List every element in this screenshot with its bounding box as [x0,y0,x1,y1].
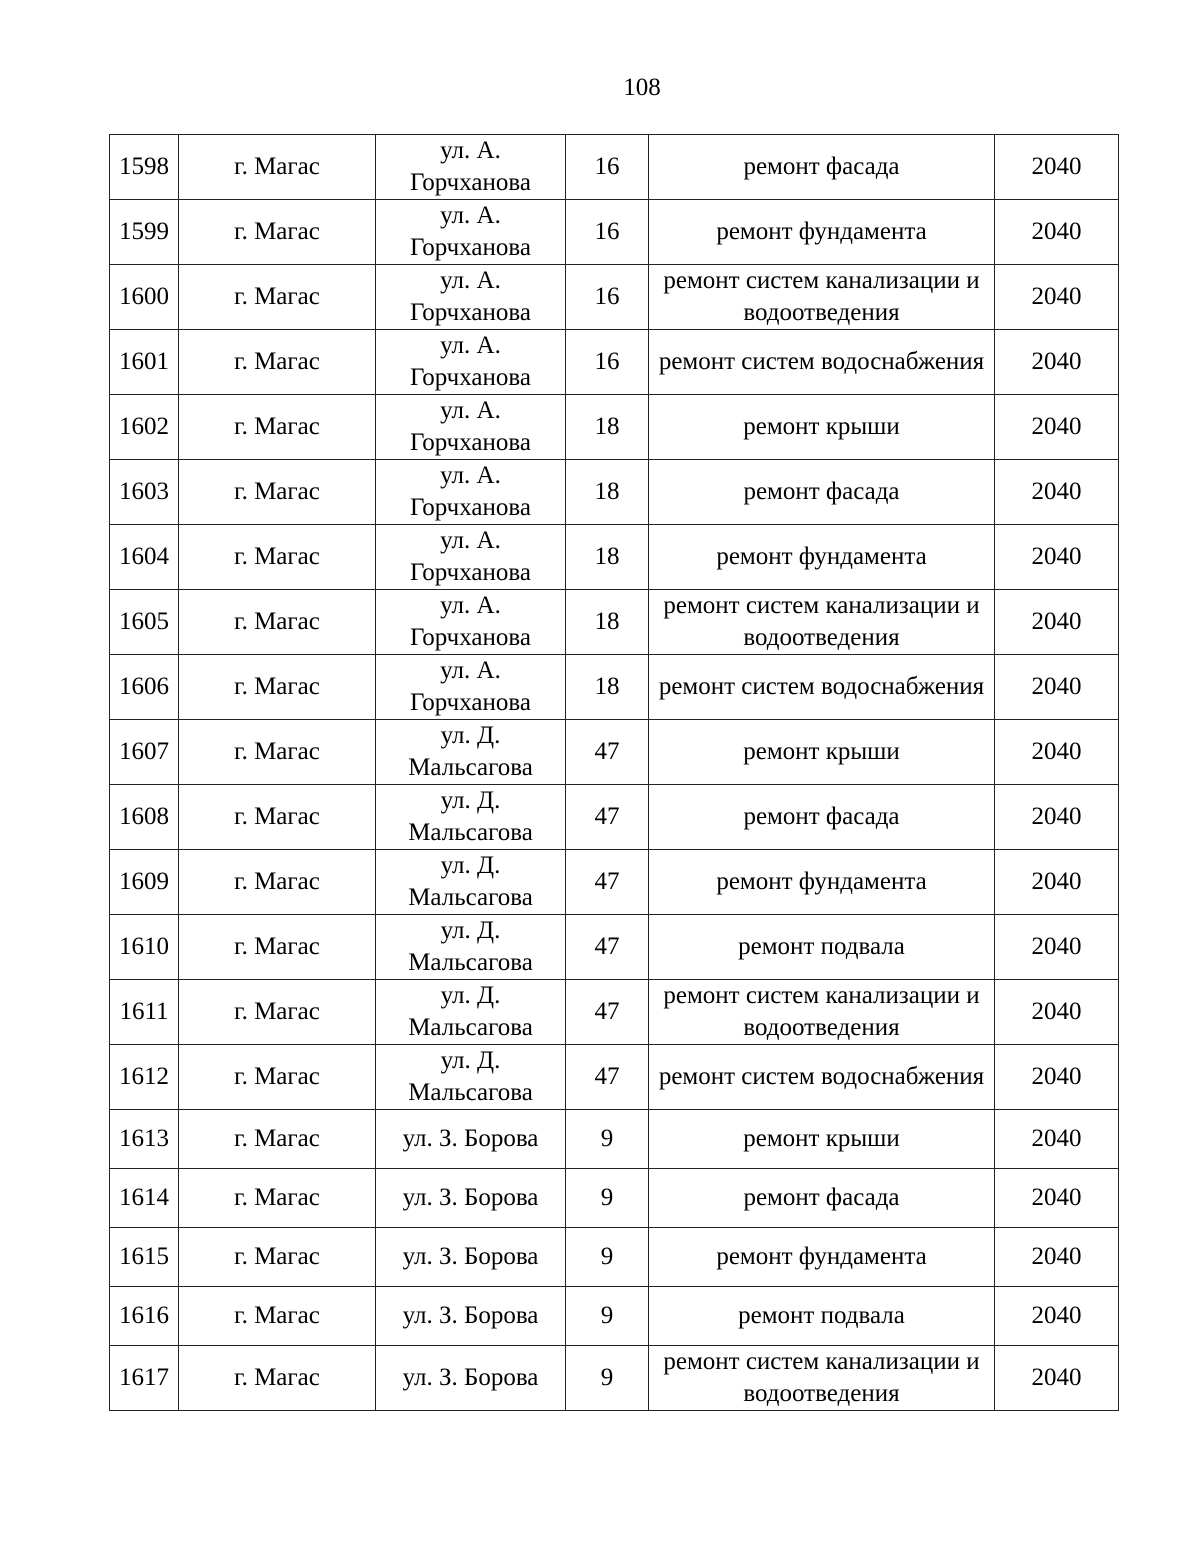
cell-city: г. Магас [179,525,376,590]
cell-street: ул. Д. Мальсагова [376,915,566,980]
cell-number: 1607 [110,720,179,785]
cell-city: г. Магас [179,655,376,720]
cell-street: ул. А. Горчханова [376,395,566,460]
table-row [110,1169,1119,1228]
table-row [110,850,1119,915]
cell-work-type: ремонт систем водоснабжения [649,1045,995,1110]
cell-city: г. Магас [179,460,376,525]
cell-work-type: ремонт крыши [649,720,995,785]
cell-house: 9 [566,1346,649,1411]
table-body [110,135,1119,1411]
cell-year: 2040 [995,1045,1119,1110]
cell-work-type: ремонт систем канализации и водоотведения [649,590,995,655]
cell-house: 9 [566,1169,649,1228]
cell-house: 9 [566,1110,649,1169]
cell-number: 1598 [110,135,179,200]
table-row [110,135,1119,200]
cell-year: 2040 [995,1110,1119,1169]
table-row [110,1110,1119,1169]
table-row [110,525,1119,590]
cell-street: ул. З. Борова [376,1346,566,1411]
cell-house: 47 [566,915,649,980]
table-row [110,980,1119,1045]
cell-number: 1600 [110,265,179,330]
table-row [110,1287,1119,1346]
cell-house: 47 [566,720,649,785]
cell-number: 1613 [110,1110,179,1169]
cell-year: 2040 [995,200,1119,265]
cell-work-type: ремонт подвала [649,1287,995,1346]
table-row [110,460,1119,525]
cell-house: 47 [566,1045,649,1110]
cell-city: г. Магас [179,1228,376,1287]
cell-street: ул. А. Горчханова [376,590,566,655]
cell-city: г. Магас [179,915,376,980]
cell-street: ул. А. Горчханова [376,460,566,525]
cell-street: ул. Д. Мальсагова [376,850,566,915]
cell-work-type: ремонт фасада [649,135,995,200]
cell-city: г. Магас [179,1287,376,1346]
cell-house: 47 [566,850,649,915]
cell-street: ул. А. Горчханова [376,200,566,265]
table-row [110,265,1119,330]
cell-street: ул. А. Горчханова [376,525,566,590]
cell-year: 2040 [995,980,1119,1045]
cell-city: г. Магас [179,1169,376,1228]
cell-street: ул. Д. Мальсагова [376,785,566,850]
cell-street: ул. Д. Мальсагова [376,720,566,785]
cell-street: ул. А. Горчханова [376,135,566,200]
cell-city: г. Магас [179,1346,376,1411]
cell-work-type: ремонт подвала [649,915,995,980]
table-row [110,655,1119,720]
cell-number: 1614 [110,1169,179,1228]
cell-year: 2040 [995,1346,1119,1411]
cell-year: 2040 [995,525,1119,590]
cell-year: 2040 [995,850,1119,915]
cell-year: 2040 [995,460,1119,525]
cell-number: 1601 [110,330,179,395]
cell-street: ул. З. Борова [376,1110,566,1169]
cell-city: г. Магас [179,135,376,200]
table-row [110,1228,1119,1287]
cell-house: 16 [566,265,649,330]
cell-city: г. Магас [179,785,376,850]
table-row [110,395,1119,460]
cell-number: 1599 [110,200,179,265]
cell-house: 47 [566,980,649,1045]
cell-house: 9 [566,1228,649,1287]
cell-city: г. Магас [179,720,376,785]
table-row [110,330,1119,395]
cell-work-type: ремонт систем канализации и водоотведения [649,265,995,330]
cell-house: 9 [566,1287,649,1346]
repair-schedule-table [109,134,1119,1411]
table-row [110,785,1119,850]
cell-year: 2040 [995,1287,1119,1346]
cell-work-type: ремонт фасада [649,460,995,525]
cell-year: 2040 [995,135,1119,200]
cell-number: 1611 [110,980,179,1045]
cell-number: 1604 [110,525,179,590]
cell-house: 16 [566,330,649,395]
table-row [110,200,1119,265]
cell-work-type: ремонт систем водоснабжения [649,330,995,395]
cell-street: ул. А. Горчханова [376,265,566,330]
cell-year: 2040 [995,1169,1119,1228]
cell-city: г. Магас [179,590,376,655]
cell-year: 2040 [995,915,1119,980]
cell-street: ул. А. Горчханова [376,655,566,720]
cell-work-type: ремонт систем канализации и водоотведения [649,980,995,1045]
cell-number: 1615 [110,1228,179,1287]
cell-year: 2040 [995,720,1119,785]
cell-number: 1602 [110,395,179,460]
page-number: 108 [623,74,661,101]
cell-street: ул. З. Борова [376,1287,566,1346]
cell-house: 18 [566,525,649,590]
cell-year: 2040 [995,655,1119,720]
cell-work-type: ремонт фундамента [649,1228,995,1287]
cell-house: 16 [566,135,649,200]
cell-work-type: ремонт фасада [649,785,995,850]
cell-number: 1608 [110,785,179,850]
cell-house: 18 [566,395,649,460]
table-row [110,1346,1119,1411]
table-row [110,720,1119,785]
cell-city: г. Магас [179,330,376,395]
cell-house: 18 [566,460,649,525]
cell-number: 1603 [110,460,179,525]
cell-city: г. Магас [179,1110,376,1169]
cell-city: г. Магас [179,265,376,330]
cell-work-type: ремонт фундамента [649,850,995,915]
cell-house: 18 [566,590,649,655]
cell-year: 2040 [995,785,1119,850]
cell-city: г. Магас [179,1045,376,1110]
cell-city: г. Магас [179,980,376,1045]
cell-number: 1616 [110,1287,179,1346]
cell-city: г. Магас [179,395,376,460]
cell-work-type: ремонт крыши [649,395,995,460]
cell-work-type: ремонт фундамента [649,200,995,265]
cell-year: 2040 [995,1228,1119,1287]
cell-street: ул. Д. Мальсагова [376,980,566,1045]
cell-year: 2040 [995,395,1119,460]
cell-year: 2040 [995,330,1119,395]
cell-work-type: ремонт фундамента [649,525,995,590]
cell-year: 2040 [995,590,1119,655]
cell-work-type: ремонт систем водоснабжения [649,655,995,720]
cell-house: 16 [566,200,649,265]
cell-city: г. Магас [179,850,376,915]
cell-street: ул. Д. Мальсагова [376,1045,566,1110]
cell-number: 1610 [110,915,179,980]
cell-work-type: ремонт крыши [649,1110,995,1169]
cell-number: 1605 [110,590,179,655]
cell-street: ул. З. Борова [376,1228,566,1287]
cell-number: 1612 [110,1045,179,1110]
cell-street: ул. А. Горчханова [376,330,566,395]
table-row [110,915,1119,980]
cell-street: ул. З. Борова [376,1169,566,1228]
cell-house: 18 [566,655,649,720]
table-row [110,1045,1119,1110]
cell-number: 1606 [110,655,179,720]
cell-house: 47 [566,785,649,850]
cell-number: 1609 [110,850,179,915]
cell-city: г. Магас [179,200,376,265]
cell-work-type: ремонт фасада [649,1169,995,1228]
cell-work-type: ремонт систем канализации и водоотведения [649,1346,995,1411]
table-row [110,590,1119,655]
cell-number: 1617 [110,1346,179,1411]
cell-year: 2040 [995,265,1119,330]
